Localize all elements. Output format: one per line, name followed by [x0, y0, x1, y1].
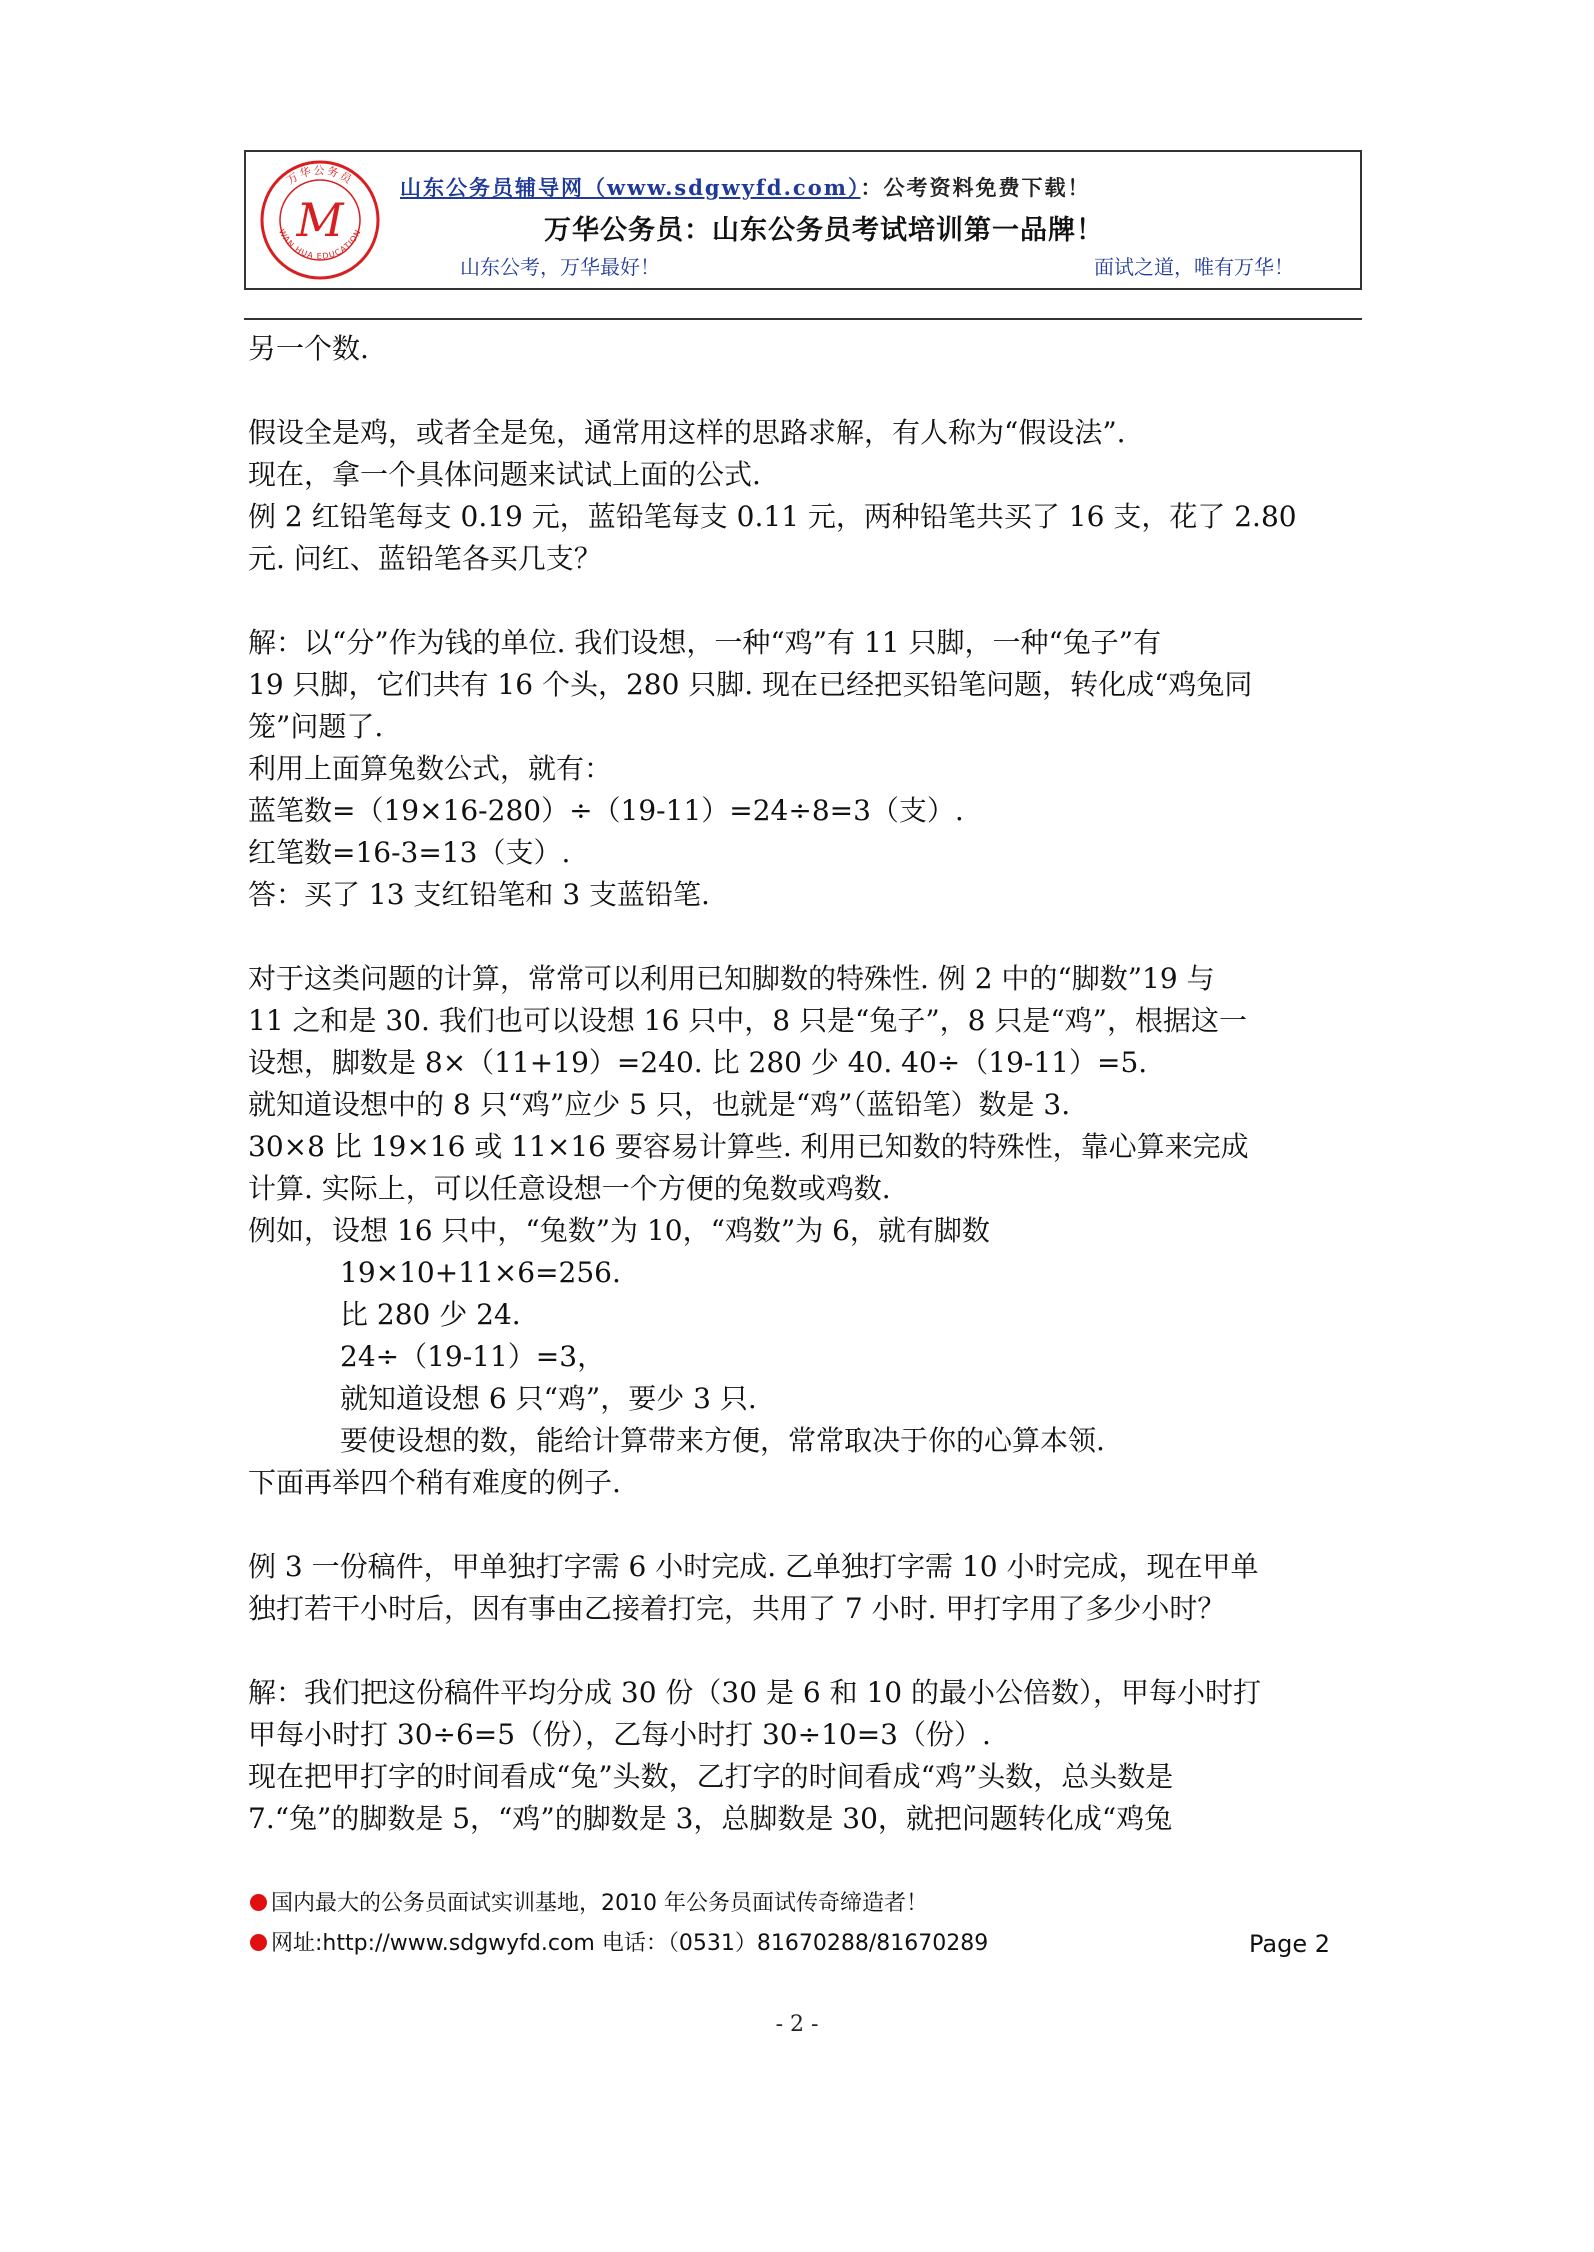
logo-mark: M [296, 193, 344, 247]
wanhua-logo [258, 158, 382, 282]
text-line: 设想，脚数是 8×（11+19）=240. 比 280 少 40. 40÷（19-11）=5. [248, 1046, 1148, 1079]
text-line: 11 之和是 30. 我们也可以设想 16 只中，8 只是“兔子”，8 只是“鸡”，根据这一 [248, 1004, 1247, 1037]
page-number: - 2 - [775, 2012, 819, 2037]
site-tail: ：公考资料免费下载！ [860, 175, 1091, 200]
logo-ring-bottom: WAN HUA EDUCATION [277, 227, 363, 261]
text-line: 24÷（19-11）=3， [340, 1340, 606, 1373]
text-line: 例 3 一份稿件，甲单独打字需 6 小时完成. 乙单独打字需 10 小时完成，现在甲单 [248, 1550, 1259, 1583]
text-line: 对于这类问题的计算，常常可以利用已知脚数的特殊性. 例 2 中的“脚数”19 与 [248, 962, 1215, 995]
footer-page-label: Page 2 [1249, 1930, 1330, 1958]
text-line: 比 280 少 24. [340, 1298, 521, 1331]
text-line: 答：买了 13 支红铅笔和 3 支蓝铅笔. [248, 878, 710, 911]
text-line: 红笔数=16-3=13（支）. [248, 836, 571, 869]
text-line: 就知道设想 6 只“鸡”，要少 3 只. [340, 1382, 757, 1415]
text-line: 计算. 实际上，可以任意设想一个方便的兔数或鸡数. [248, 1172, 891, 1205]
text-line: 笼”问题了. [248, 710, 384, 743]
text-line: 19 只脚，它们共有 16 个头，280 只脚. 现在已经把买铅笔问题，转化成“鸡兔同 [248, 668, 1253, 701]
text-line: 就知道设想中的 8 只“鸡”应少 5 只，也就是“鸡”（蓝铅笔）数是 3. [248, 1088, 1071, 1121]
text-line: 例 2 红铅笔每支 0.19 元，蓝铅笔每支 0.11 元，两种铅笔共买了 16 支，花了 2.80 [248, 500, 1297, 533]
site-link[interactable]: 山东公务员辅导网（www.sdgwyfd.com） [400, 175, 861, 200]
text-line: 7.“兔”的脚数是 5，“鸡”的脚数是 3，总脚数是 30，就把问题转化成“鸡兔 [248, 1802, 1173, 1835]
text-line: 现在，拿一个具体问题来试试上面的公式. [248, 458, 761, 491]
footer-contact: 网址:http://www.sdgwyfd.com 电话：（0531）81670288/81670289 [271, 1931, 989, 1956]
header-site-line [400, 172, 1090, 202]
page-footer [250, 1884, 1330, 1964]
text-line: 要使设想的数，能给计算带来方便，常常取决于你的心算本领. [340, 1424, 1105, 1457]
bullet-icon [250, 1934, 267, 1951]
text-line: 元. 问红、蓝铅笔各买几支？ [248, 542, 602, 575]
text-line: 下面再举四个稍有难度的例子. [248, 1466, 621, 1499]
header-divider [244, 318, 1362, 320]
text-line: 利用上面算兔数公式，就有： [248, 752, 613, 785]
text-line: 现在把甲打字的时间看成“兔”头数，乙打字的时间看成“鸡”头数，总头数是 [248, 1760, 1174, 1793]
text-line: 30×8 比 19×16 或 11×16 要容易计算些. 利用已知数的特殊性，靠心算来完成 [248, 1130, 1249, 1163]
text-line: 独打若干小时后，因有事由乙接着打完，共用了 7 小时. 甲打字用了多少小时？ [248, 1592, 1226, 1625]
logo-ring-top: 万华公务员 [284, 164, 356, 188]
document-body [248, 328, 1358, 1840]
text-line: 假设全是鸡，或者全是兔，通常用这样的思路求解，有人称为“假设法”. [248, 416, 1126, 449]
text-line: 19×10+11×6=256. [340, 1256, 621, 1289]
text-line: 甲每小时打 30÷6=5（份），乙每小时打 30÷10=3（份）. [248, 1718, 991, 1751]
text-line: 解：以“分”作为钱的单位. 我们设想，一种“鸡”有 11 只脚，一种“兔子”有 [248, 626, 1162, 659]
bullet-icon [250, 1894, 267, 1911]
header-brand: 万华公务员：山东公务员考试培训第一品牌！ [544, 215, 1104, 246]
footer-row [250, 1884, 1330, 1924]
header-slogan-left: 山东公考，万华最好！ [460, 255, 660, 279]
footer-row [250, 1924, 1330, 1964]
header-slogan-right: 面试之道，唯有万华！ [1094, 255, 1294, 279]
footer-tagline: 国内最大的公务员面试实训基地，2010 年公务员面试传奇缔造者！ [271, 1891, 928, 1916]
text-line: 例如，设想 16 只中，“兔数”为 10，“鸡数”为 6，就有脚数 [248, 1214, 990, 1247]
text-line: 蓝笔数=（19×16-280）÷（19-11）=24÷8=3（支）. [248, 794, 964, 827]
text-line: 解：我们把这份稿件平均分成 30 份（30 是 6 和 10 的最小公倍数），甲每小时打 [248, 1676, 1262, 1709]
text-line: 另一个数. [248, 332, 369, 365]
